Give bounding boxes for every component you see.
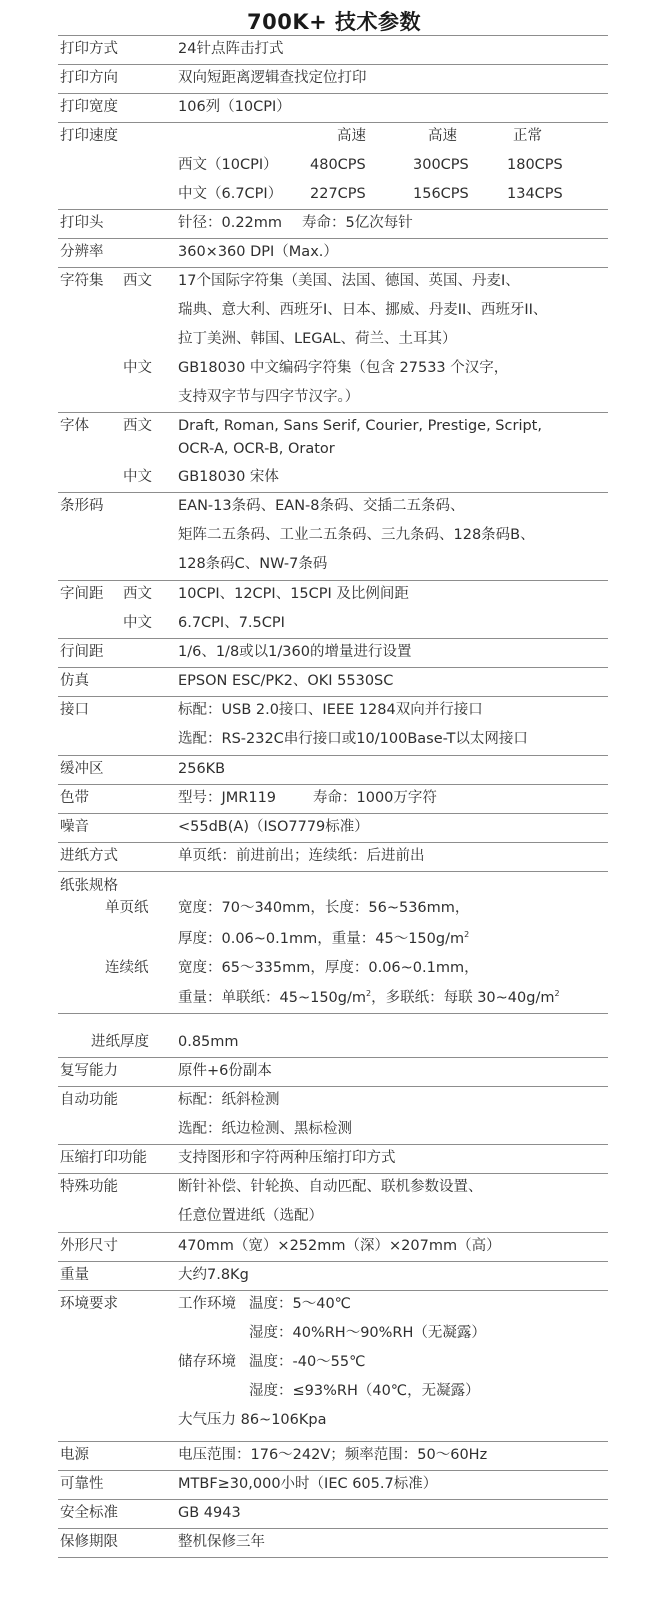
- divider: [58, 1290, 608, 1291]
- copy-value: 原件+6份副本: [178, 1063, 272, 1079]
- page-title: 700K+ 技术参数: [246, 10, 421, 34]
- print-direction-value: 双向短距离逻辑查找定位打印: [178, 70, 367, 86]
- speed-header: 高速: [428, 128, 457, 144]
- reliability-value: MTBF≥30,000小时（IEC 605.7标准）: [178, 1476, 438, 1492]
- row-label-ribbon: 色带: [60, 790, 89, 806]
- divider: [58, 238, 608, 239]
- paper-feed-value: 单页纸：前进前出；连续纸：后进前出: [178, 848, 425, 864]
- divider: [58, 1528, 608, 1529]
- divider: [58, 267, 608, 268]
- divider: [58, 696, 608, 697]
- env-store-temp: 温度：-40～55℃: [249, 1354, 366, 1370]
- noise-value: <55dB(A)（ISO7779标准）: [178, 819, 369, 835]
- row-label-interface: 接口: [60, 702, 89, 718]
- env-store-label: 储存环境: [178, 1354, 236, 1370]
- row-label-paper-thickness: 进纸厚度: [91, 1034, 149, 1050]
- divider: [58, 209, 608, 210]
- divider: [58, 1441, 608, 1442]
- divider: [58, 1173, 608, 1174]
- row-label-buffer: 缓冲区: [60, 761, 104, 777]
- row-label-compress: 压缩打印功能: [60, 1150, 147, 1166]
- power-value: 电压范围：176～242V；频率范围：50～60Hz: [178, 1447, 488, 1463]
- dimensions-value: 470mm（宽）×252mm（深）×207mm（高）: [178, 1238, 501, 1254]
- env-work-label: 工作环境: [178, 1296, 236, 1312]
- safety-value: GB 4943: [178, 1505, 241, 1521]
- speed-row-name: 西文（10CPI）: [178, 157, 278, 173]
- row-label-font: 字体: [60, 418, 89, 434]
- auto-std: 标配：纸斜检测: [178, 1092, 280, 1108]
- char-spacing-cn-label: 中文: [123, 615, 152, 631]
- ribbon-life: 寿命：1000万字符: [313, 790, 437, 806]
- special-line: 任意位置进纸（选配）: [178, 1208, 323, 1224]
- divider: [58, 122, 608, 123]
- print-width-value: 106列（10CPI）: [178, 99, 291, 115]
- divider: [58, 412, 608, 413]
- row-label-line-spacing: 行间距: [60, 644, 104, 660]
- row-label-reliability: 可靠性: [60, 1476, 104, 1492]
- divider: [58, 1470, 608, 1471]
- warranty-value: 整机保修三年: [178, 1534, 265, 1550]
- env-store-hum: 湿度：≤93%RH（40℃，无凝露）: [249, 1383, 480, 1399]
- resolution-value: 360×360 DPI（Max.）: [178, 244, 338, 260]
- paper-thickness-value: 0.85mm: [178, 1034, 239, 1050]
- divider: [58, 1261, 608, 1262]
- divider: [58, 813, 608, 814]
- row-label-warranty: 保修期限: [60, 1534, 118, 1550]
- divider: [58, 1557, 608, 1558]
- charset-cn-line: 支持双字节与四字节汉字。）: [178, 389, 360, 405]
- row-label-paper-spec: 纸张规格: [60, 878, 118, 894]
- divider: [58, 842, 608, 843]
- divider: [58, 784, 608, 785]
- charset-west-line: 17个国际字符集（美国、法国、德国、英国、丹麦I、: [178, 273, 520, 289]
- row-label-barcode: 条形码: [60, 498, 104, 514]
- compress-value: 支持图形和字符两种压缩打印方式: [178, 1150, 396, 1166]
- font-cn-label: 中文: [123, 469, 152, 485]
- paper-spec-single-label: 单页纸: [105, 900, 149, 916]
- row-label-paper-feed: 进纸方式: [60, 848, 118, 864]
- speed-value: 480CPS: [310, 157, 366, 173]
- divider: [58, 755, 608, 756]
- divider: [58, 1499, 608, 1500]
- speed-value: 180CPS: [507, 157, 563, 173]
- row-label-special: 特殊功能: [60, 1179, 118, 1195]
- divider: [58, 93, 608, 94]
- barcode-line: 矩阵二五条码、工业二五条码、三九条码、128条码B、: [178, 527, 535, 543]
- print-head-pin: 针径：0.22mm: [178, 215, 283, 231]
- row-label-copy: 复写能力: [60, 1063, 118, 1079]
- env-work-temp: 温度：5～40℃: [249, 1296, 351, 1312]
- divider: [58, 1144, 608, 1145]
- special-line: 断针补偿、针轮换、自动匹配、联机参数设置、: [178, 1179, 483, 1195]
- ribbon-model: 型号：JMR119: [178, 790, 277, 806]
- row-label-print-direction: 打印方向: [60, 70, 118, 86]
- emulation-value: EPSON ESC/PK2、OKI 5530SC: [178, 673, 394, 689]
- speed-header: 正常: [513, 128, 542, 144]
- barcode-line: EAN-13条码、EAN-8条码、交插二五条码、: [178, 498, 465, 514]
- row-label-dimensions: 外形尺寸: [60, 1238, 118, 1254]
- font-west-label: 西文: [123, 418, 152, 434]
- font-cn-value: GB18030 宋体: [178, 469, 279, 485]
- divider: [58, 492, 608, 493]
- buffer-value: 256KB: [178, 761, 226, 777]
- charset-west-label: 西文: [123, 273, 152, 289]
- row-label-safety: 安全标准: [60, 1505, 118, 1521]
- env-pressure: 大气压力 86~106Kpa: [178, 1412, 327, 1428]
- row-label-auto: 自动功能: [60, 1092, 118, 1108]
- row-label-print-speed: 打印速度: [60, 128, 118, 144]
- row-label-print-method: 打印方式: [60, 41, 118, 57]
- divider: [58, 35, 608, 36]
- divider: [58, 638, 608, 639]
- divider: [58, 871, 608, 872]
- print-head-life: 寿命：5亿次每针: [302, 215, 413, 231]
- row-label-charset: 字符集: [60, 273, 104, 289]
- divider: [58, 667, 608, 668]
- row-label-noise: 噪音: [60, 819, 89, 835]
- print-method-value: 24针点阵击打式: [178, 41, 284, 57]
- paper-spec-single-line: 厚度：0.06~0.1mm，重量：$45\sim 150g/m^2$: [178, 930, 470, 947]
- row-label-power: 电源: [60, 1447, 89, 1463]
- interface-opt: 选配：RS-232C串行接口或10/100Base-T以太网接口: [178, 731, 528, 747]
- row-label-environment: 环境要求: [60, 1296, 118, 1312]
- row-label-weight: 重量: [60, 1267, 89, 1283]
- charset-west-line: 瑞典、意大利、西班牙I、日本、挪威、丹麦II、西班牙II、: [178, 302, 548, 318]
- char-spacing-west-label: 西文: [123, 586, 152, 602]
- char-spacing-west-value: 10CPI、12CPI、15CPI 及比例间距: [178, 586, 409, 602]
- speed-value: 227CPS: [310, 186, 366, 202]
- divider: [58, 1086, 608, 1087]
- paper-spec-cont-line: 宽度：65～335mm，厚度：0.06~0.1mm，: [178, 960, 479, 976]
- divider: [58, 64, 608, 65]
- paper-spec-cont-line: 重量：单联纸：$45\sim 150g/m^2$，多联纸：每联 $30\sim 40g/m^2$: [178, 989, 560, 1006]
- row-label-print-width: 打印宽度: [60, 99, 118, 115]
- charset-west-line: 拉丁美洲、韩国、LEGAL、荷兰、土耳其）: [178, 331, 457, 347]
- font-west-line: Draft, Roman, Sans Serif, Courier, Prestige, Script,: [178, 418, 542, 434]
- speed-row-name: 中文（6.7CPI）: [178, 186, 283, 202]
- auto-opt: 选配：纸边检测、黑标检测: [178, 1121, 352, 1137]
- char-spacing-cn-value: 6.7CPI、7.5CPI: [178, 615, 285, 631]
- charset-cn-label: 中文: [123, 360, 152, 376]
- interface-std: 标配：USB 2.0接口、IEEE 1284双向并行接口: [178, 702, 483, 718]
- paper-spec-cont-label: 连续纸: [105, 960, 149, 976]
- divider: [58, 580, 608, 581]
- barcode-line: 128条码C、NW-7条码: [178, 556, 328, 572]
- charset-cn-line: GB18030 中文编码字符集（包含 27533 个汉字，: [178, 360, 509, 376]
- speed-value: 134CPS: [507, 186, 563, 202]
- divider: [58, 1013, 608, 1014]
- divider: [58, 1232, 608, 1233]
- speed-value: 156CPS: [413, 186, 469, 202]
- font-west-line: OCR-A, OCR-B, Orator: [178, 441, 335, 457]
- speed-value: 300CPS: [413, 157, 469, 173]
- weight-value: 大约7.8Kg: [178, 1267, 249, 1283]
- row-label-resolution: 分辨率: [60, 244, 104, 260]
- speed-header: 高速: [337, 128, 366, 144]
- line-spacing-value: 1/6、1/8或以1/360的增量进行设置: [178, 644, 412, 660]
- row-label-emulation: 仿真: [60, 673, 89, 689]
- env-work-hum: 湿度：40%RH～90%RH（无凝露）: [249, 1325, 486, 1341]
- divider: [58, 1057, 608, 1058]
- row-label-print-head: 打印头: [60, 215, 104, 231]
- paper-spec-single-line: 宽度：70～340mm，长度：56~536mm，: [178, 900, 470, 916]
- row-label-char-spacing: 字间距: [60, 586, 104, 602]
